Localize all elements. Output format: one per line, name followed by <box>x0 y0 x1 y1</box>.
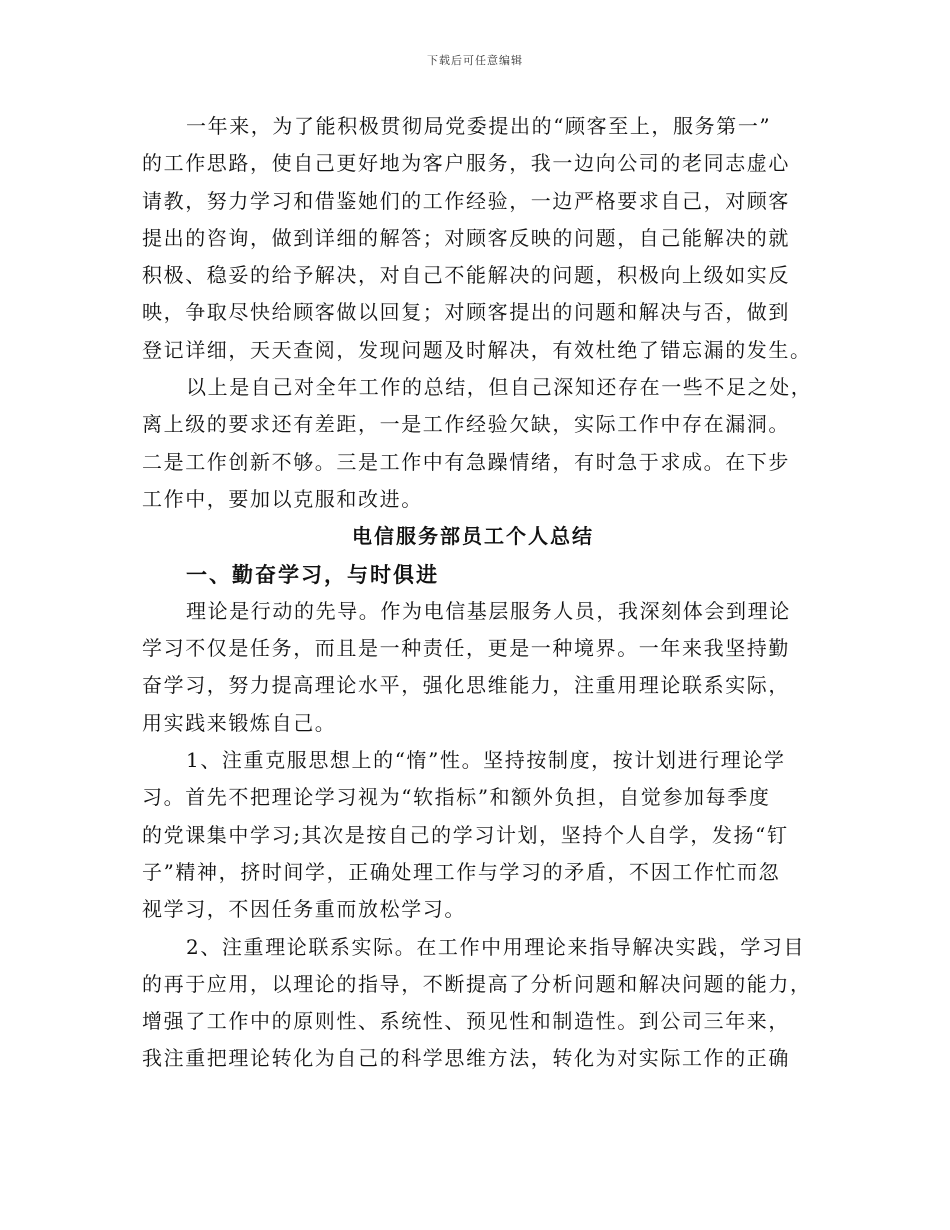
text-line: 1、注重克服思想上的“惰”性。坚持按制度，按计划进行理论学 <box>186 748 786 773</box>
text-line: 理论是行动的先导。作为电信基层服务人员，我深刻体会到理论 <box>186 598 791 623</box>
text-line: 一年来，为了能积极贯彻局党委提出的“顾客至上，服务第一” <box>186 114 772 138</box>
text-line: 学习不仅是任务，而且是一种责任，更是一种境界。一年来我坚持勤 <box>142 636 790 661</box>
text-line: 以上是自己对全年工作的总结，但自己深知还存在一些不足之处， <box>186 375 813 400</box>
text-line: 的工作思路，使自己更好地为客户服务，我一边向公司的老同志虚心 <box>142 151 790 176</box>
text-line: 映，争取尽快给顾客做以回复；对顾客提出的问题和解决与否，做到 <box>142 300 790 325</box>
text-line: 我注重把理论转化为自己的科学思维方法，转化为对实际工作的正确 <box>142 1046 790 1071</box>
text-line: 用实践来锻炼自己。 <box>142 710 337 735</box>
text-line: 提出的咨询，做到详细的解答；对顾客反映的问题，自己能解决的就 <box>142 225 790 250</box>
text-line: 二是工作创新不够。三是工作中有急躁情绪，有时急于求成。在下步 <box>142 449 790 474</box>
text-line: 积极、稳妥的给予解决，对自己不能解决的问题，积极向上级如实反 <box>142 263 790 288</box>
text-line: 视学习，不因任务重而放松学习。 <box>142 897 466 922</box>
text-line: 增强了工作中的原则性、系统性、预见性和制造性。到公司三年来， <box>142 1009 790 1034</box>
text-line: 子”精神，挤时间学，正确处理工作与学习的矛盾，不因工作忙而忽 <box>142 859 781 884</box>
text-line: 的党课集中学习;其次是按自己的学习计划，坚持个人自学，发扬“钉 <box>142 822 789 847</box>
section-title: 电信服务部员工个人总结 <box>352 524 594 549</box>
text-line: 2、注重理论联系实际。在工作中用理论来指导解决实践，学习目 <box>186 934 806 959</box>
text-line: 奋学习，努力提高理论水平，强化思维能力，注重用理论联系实际， <box>142 673 790 698</box>
text-line: 离上级的要求还有差距，一是工作经验欠缺，实际工作中存在漏洞。 <box>142 412 790 437</box>
text-line: 工作中，要加以克服和改进。 <box>142 486 423 511</box>
document-body <box>142 108 813 1078</box>
text-line: 请教，努力学习和借鉴她们的工作经验，一边严格要求自己，对顾客 <box>142 188 790 213</box>
text-line: 的再于应用，以理论的指导，不断提高了分析问题和解决问题的能力， <box>142 971 812 996</box>
text-line: 登记详细，天天查阅，发现问题及时解决，有效杜绝了错忘漏的发生。 <box>142 337 812 362</box>
text-line: 习。首先不把理论学习视为“软指标”和额外负担，自觉参加每季度 <box>142 785 771 810</box>
header-note: 下载后可任意编辑 <box>427 54 523 67</box>
section-heading: 一、勤奋学习，与时俱进 <box>186 561 439 587</box>
